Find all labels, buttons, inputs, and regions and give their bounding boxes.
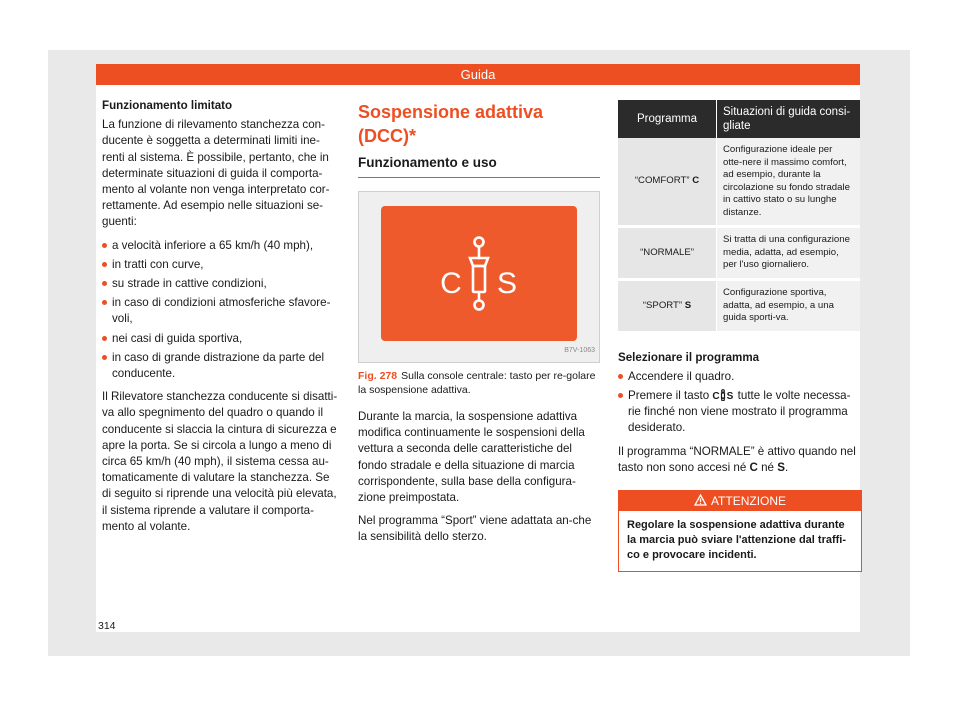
list-item: in caso di condizioni atmosferiche sfavore-voli,	[102, 295, 340, 327]
program-name-cell: “NORMALE”	[618, 227, 717, 280]
program-letter: C	[692, 175, 700, 187]
right-column	[618, 100, 860, 572]
list-item: su strade in cattive condizioni,	[102, 276, 340, 292]
figure-number: Fig. 278	[358, 370, 398, 382]
program-name-cell: “COMFORT” C	[618, 138, 717, 227]
conditions-list	[102, 238, 340, 383]
table-row	[618, 227, 860, 280]
section-title: Sospensione adattiva (DCC)*	[358, 102, 544, 146]
steps-list	[618, 369, 860, 437]
svg-text:C: C	[712, 390, 721, 401]
list-item: in tratti con curve,	[102, 257, 340, 273]
program-letter: S	[684, 299, 692, 311]
section-subtitle: Funzionamento e uso	[358, 154, 600, 178]
paragraph: Durante la marcia, la sospensione adattiva modifica continuamente le sospensioni della vettura a seconda delle caratteristiche del fondo stradale e della situazione di marcia corrispondente, sulla base della configura-zione preimpostata.	[358, 410, 585, 505]
table-row	[618, 138, 860, 227]
program-desc-cell: Si tratta di una configurazione media, adatta, ad esempio, per l'uso giornaliero.	[717, 227, 861, 280]
program-desc-cell: Configurazione sportiva, adatta, ad esempio, a una guida sporti-va.	[717, 280, 861, 333]
program-table	[618, 100, 860, 334]
list-item: a velocità inferiore a 65 km/h (40 mph),	[102, 238, 340, 254]
warning-header	[619, 491, 861, 511]
section-header: Guida	[96, 64, 860, 85]
figure-code: B7V-1063	[564, 346, 595, 354]
figure-caption-text: Sulla console centrale: tasto per re-golare la sospensione adattiva.	[358, 370, 596, 396]
normal-note: Il programma “NORMALE” è attivo quando nel tasto non sono accesi né C né S.	[618, 444, 856, 474]
warning-title: ATTENZIONE	[710, 493, 787, 508]
button-letter-c: C	[440, 267, 462, 300]
page-number: 314	[98, 620, 116, 632]
select-heading: Selezionare il programma	[618, 350, 760, 364]
paragraph: Nel programma “Sport” viene adattata an-che la sensibilità dello sterzo.	[358, 514, 592, 544]
shock-absorber-icon	[381, 206, 577, 341]
svg-text:S: S	[727, 390, 734, 401]
left-column	[102, 98, 340, 542]
program-desc-cell: Configurazione ideale per otte-nere il massimo comfort, ad esempio, durante la circolazione su fondo stradale in cattivo stato o su lunghe distanze.	[717, 138, 861, 227]
warning-text: Regolare la sospensione adattiva durante la marcia può sviare l'attenzione dal traffi-co e provocare incidenti.	[627, 518, 847, 561]
intro-paragraph: La funzione di rilevamento stanchezza con-ducente è soggetta a determinati limiti ine-renti al sistema. È possibile, pertanto, che in determinate situazioni di guida il comporta-mento al volante non venga interpretato cor-rettamente. Ad esempio nelle situazioni se-guenti:	[102, 118, 330, 229]
program-name-cell: “SPORT” S	[618, 280, 717, 333]
middle-column	[358, 100, 600, 553]
list-item: nei casi di guida sportiva,	[102, 331, 340, 347]
button-letter-s: S	[496, 267, 518, 300]
table-header: Situazioni di guida consi-gliate	[717, 100, 861, 138]
list-item: Premere il tasto C S tutte le volte necessa-rie finché non viene mostrato il programma desiderato.	[618, 388, 860, 437]
table-header: Programma	[618, 100, 717, 138]
table-row	[618, 280, 860, 333]
list-item: Accendere il quadro.	[618, 369, 860, 385]
warning-triangle-icon	[694, 494, 707, 506]
dcc-button-icon	[712, 389, 734, 401]
subheading: Funzionamento limitato	[102, 99, 233, 112]
warning-box	[618, 490, 862, 572]
dcc-button-image	[381, 206, 577, 341]
figure-278	[358, 191, 600, 363]
closing-paragraph: Il Rilevatore stanchezza conducente si disatti-va allo spegnimento del quadro o quando il conducente si slaccia la cintura di sicurezza e apre la porta. Se si circola a lungo a meno di circa 65 km/h (40 mph), il sistema cessa au-tomaticamente di valutare la stanchezza. Se di seguito si riprende una velocità più elevata, il sistema riprende a valutare il comporta-mento al volante.	[102, 390, 338, 533]
figure-caption	[358, 369, 600, 397]
list-item: in caso di grande distrazione da parte del conducente.	[102, 350, 340, 382]
